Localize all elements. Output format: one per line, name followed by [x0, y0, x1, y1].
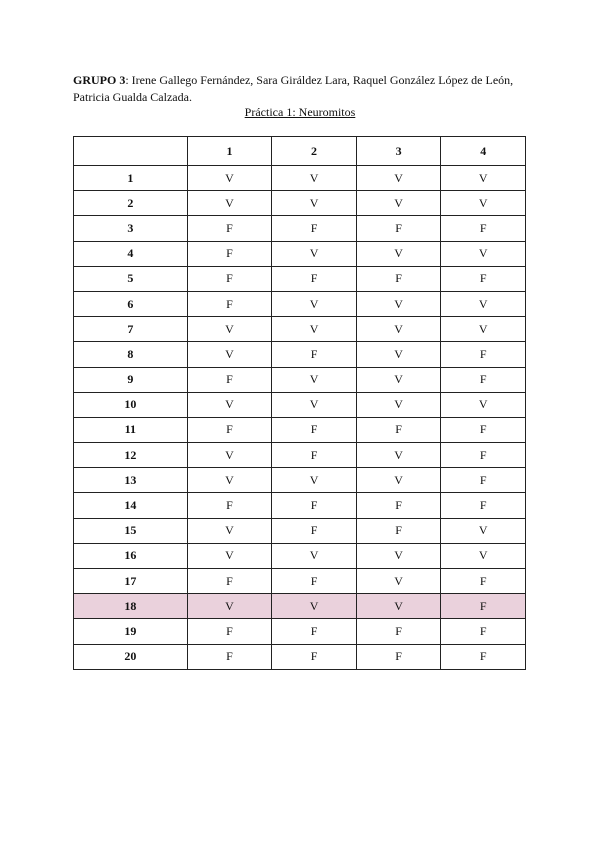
answer-cell: V [356, 241, 441, 266]
answer-cell: F [272, 417, 357, 442]
answer-cell: F [356, 417, 441, 442]
answer-cell: V [356, 191, 441, 216]
answer-cell: V [272, 241, 357, 266]
answer-cell: F [272, 619, 357, 644]
row-label: 2 [74, 191, 188, 216]
answer-cell: F [272, 266, 357, 291]
table-row [74, 191, 526, 216]
row-label: 9 [74, 367, 188, 392]
table-row [74, 291, 526, 316]
answer-cell: V [441, 543, 526, 568]
answer-cell: F [441, 468, 526, 493]
answer-cell: V [272, 291, 357, 316]
answer-cell: V [187, 317, 272, 342]
answer-cell: V [441, 191, 526, 216]
row-label: 18 [74, 594, 188, 619]
answer-cell: F [187, 569, 272, 594]
table-row [74, 417, 526, 442]
table-corner-cell [74, 137, 188, 166]
answer-cell: V [187, 191, 272, 216]
answers-table [73, 136, 526, 670]
answer-cell: V [272, 367, 357, 392]
answer-cell: F [441, 443, 526, 468]
group-label: GRUPO 3 [73, 73, 126, 87]
answer-cell: F [356, 619, 441, 644]
row-label: 16 [74, 543, 188, 568]
answer-cell: V [187, 543, 272, 568]
table-row [74, 443, 526, 468]
answer-cell: V [441, 317, 526, 342]
table-row [74, 216, 526, 241]
answer-cell: V [272, 166, 357, 191]
column-header: 3 [356, 137, 441, 166]
table-row [74, 392, 526, 417]
answer-cell: V [272, 594, 357, 619]
answer-cell: V [187, 166, 272, 191]
answer-cell: V [441, 166, 526, 191]
table-header-row [74, 137, 526, 166]
answer-cell: V [272, 543, 357, 568]
answer-cell: F [187, 266, 272, 291]
row-label: 3 [74, 216, 188, 241]
answer-cell: V [356, 443, 441, 468]
answer-cell: F [441, 417, 526, 442]
table-row [74, 543, 526, 568]
answer-cell: F [441, 342, 526, 367]
answer-cell: V [272, 392, 357, 417]
column-header: 2 [272, 137, 357, 166]
answer-cell: V [272, 468, 357, 493]
answer-cell: F [272, 443, 357, 468]
table-row [74, 569, 526, 594]
table-row [74, 266, 526, 291]
column-header: 1 [187, 137, 272, 166]
answer-cell: V [356, 594, 441, 619]
answer-cell: F [187, 644, 272, 669]
answer-cell: F [272, 518, 357, 543]
answer-cell: V [356, 291, 441, 316]
group-header [73, 72, 543, 106]
answer-cell: F [187, 417, 272, 442]
table-row [74, 619, 526, 644]
answer-cell: F [272, 216, 357, 241]
answer-cell: F [187, 216, 272, 241]
answer-cell: V [441, 241, 526, 266]
answer-cell: V [356, 317, 441, 342]
table-row [74, 644, 526, 669]
answer-cell: V [356, 166, 441, 191]
table-body [74, 166, 526, 670]
answer-cell: F [272, 644, 357, 669]
answer-cell: F [441, 644, 526, 669]
answer-cell: V [356, 468, 441, 493]
answer-cell: V [441, 392, 526, 417]
answer-cell: F [356, 493, 441, 518]
answer-cell: F [356, 518, 441, 543]
answer-cell: F [441, 619, 526, 644]
answer-cell: F [441, 367, 526, 392]
answer-cell: V [356, 342, 441, 367]
page-title: Práctica 1: Neuromitos [244, 105, 356, 119]
row-label: 10 [74, 392, 188, 417]
row-label: 12 [74, 443, 188, 468]
row-label: 15 [74, 518, 188, 543]
answer-cell: V [187, 342, 272, 367]
table-row [74, 594, 526, 619]
row-label: 7 [74, 317, 188, 342]
answer-cell: F [441, 266, 526, 291]
answer-cell: F [272, 342, 357, 367]
answer-cell: V [272, 191, 357, 216]
answer-cell: V [187, 468, 272, 493]
table-row [74, 493, 526, 518]
row-label: 1 [74, 166, 188, 191]
answer-cell: F [187, 241, 272, 266]
answer-cell: F [272, 569, 357, 594]
answer-cell: V [356, 367, 441, 392]
table-row [74, 342, 526, 367]
answer-cell: F [356, 266, 441, 291]
answer-cell: V [441, 291, 526, 316]
row-label: 11 [74, 417, 188, 442]
answer-cell: F [187, 291, 272, 316]
row-label: 8 [74, 342, 188, 367]
answer-cell: V [356, 543, 441, 568]
row-label: 13 [74, 468, 188, 493]
table-row [74, 317, 526, 342]
row-label: 14 [74, 493, 188, 518]
column-header: 4 [441, 137, 526, 166]
answer-cell: V [187, 594, 272, 619]
answer-cell: F [356, 644, 441, 669]
row-label: 4 [74, 241, 188, 266]
group-members: : Irene Gallego Fernández, Sara Giráldez Lara, Raquel González López de León, Patricia Gualda Calzada. [73, 73, 514, 104]
answer-cell: F [441, 594, 526, 619]
answer-cell: V [272, 317, 357, 342]
table-row [74, 241, 526, 266]
answer-cell: V [441, 518, 526, 543]
answer-cell: V [187, 443, 272, 468]
answer-cell: F [272, 493, 357, 518]
answer-cell: F [187, 493, 272, 518]
answer-cell: F [441, 493, 526, 518]
answer-cell: F [356, 216, 441, 241]
row-label: 19 [74, 619, 188, 644]
answer-cell: V [187, 518, 272, 543]
answer-cell: V [356, 569, 441, 594]
answer-cell: F [187, 367, 272, 392]
answer-cell: V [356, 392, 441, 417]
table-row [74, 367, 526, 392]
row-label: 6 [74, 291, 188, 316]
table-row [74, 166, 526, 191]
table-row [74, 468, 526, 493]
table-row [74, 518, 526, 543]
row-label: 17 [74, 569, 188, 594]
row-label: 5 [74, 266, 188, 291]
row-label: 20 [74, 644, 188, 669]
answer-cell: F [441, 216, 526, 241]
answer-cell: V [187, 392, 272, 417]
answer-cell: F [441, 569, 526, 594]
answer-cell: F [187, 619, 272, 644]
